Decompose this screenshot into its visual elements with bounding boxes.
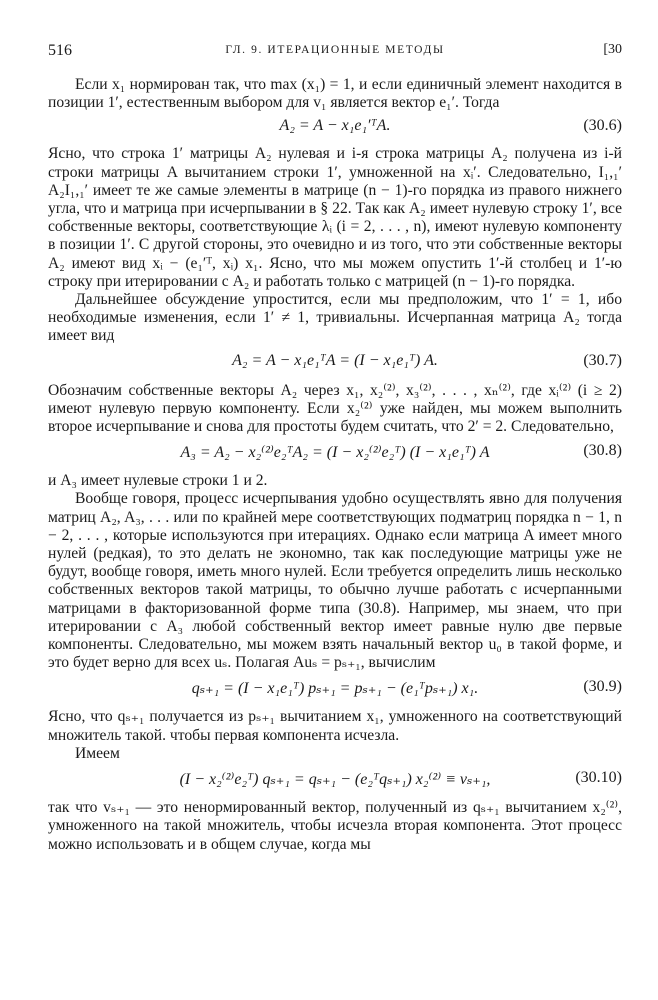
equation-formula: (I − x₂⁽²⁾e₂ᵀ) qₛ₊₁ = qₛ₊₁ − (e₂ᵀqₛ₊₁) x₂⁽²⁾ ≡ vₛ₊₁,	[179, 771, 491, 789]
paragraph-9: так что vₛ₊₁ — это ненормированный вектор, полученный из qₛ₊₁ вычитанием x₂⁽²⁾, умноженного на такой множитель, чтобы исчезла вторая компонента. Этот процесс можно использовать и в общем случае, когда мы	[48, 799, 622, 853]
equation-formula: qₛ₊₁ = (I − x₁e₁ᵀ) pₛ₊₁ = pₛ₊₁ − (e₁ᵀpₛ₊₁) x₁.	[191, 680, 479, 698]
paragraph-5: и A₃ имеет нулевые строки 1 и 2.	[48, 472, 268, 490]
equation-number: (30.9)	[583, 678, 622, 696]
paragraph-1: Если x₁ нормирован так, что max (x₁) = 1, и если единичный элемент находится в позиции 1′, естественным выбором для v₁ является вектор e₁′. Тогда	[48, 76, 622, 112]
equation-formula: A₂ = A − x₁e₁ᵀA = (I − x₁e₁ᵀ) A.	[232, 351, 438, 369]
equation-formula: A₃ = A₂ − x₂⁽²⁾e₂ᵀA₂ = (I − x₂⁽²⁾e₂ᵀ) (I − x₁e₁ᵀ) A	[180, 444, 490, 462]
paragraph-2: Ясно, что строка 1′ матрицы A₂ нулевая и i-я строка матрицы A₂ получена из i-й строки матрицы A вычитанием строки 1′, умноженной на xᵢ′. Следовательно, I₁,₁′ A₂I₁,₁′ имеет те же самые элементы в матрице (n − 1)-го порядка из правого нижнего угла, что и матрица при исчерпывании в § 22. Так как A₂ имеет нулевую строку 1′, все собственные векторы, соответствующие λᵢ (i = 2, . . . , n), имеют нулевую компоненту в позиции 1′. С другой стороны, это очевидно и из того, что эти собственные векторы A₂ имеют вид xᵢ − (e₁′ᵀ, xᵢ) x₁. Ясно, что мы можем опустить 1′-й столбец и 1′-ю строку при итерировании с A₂ и работать только с матрицей (n − 1)-го порядка.	[48, 145, 622, 290]
equation-number: (30.6)	[583, 117, 622, 135]
paragraph-3: Дальнейшее обсуждение упростится, если мы предположим, что 1′ = 1, ибо необходимые изменения, если 1′ ≠ 1, тривиальны. Исчерпанная матрица A₂ тогда имеет вид	[48, 291, 622, 345]
equation-30-9	[48, 676, 622, 700]
section-marker: [30	[603, 42, 622, 57]
paragraph-7: Ясно, что qₛ₊₁ получается из pₛ₊₁ вычитанием x₁, умноженного на соответствующий множитель такой. чтобы первая компонента исчезла.	[48, 708, 622, 744]
paragraph-6: Вообще говоря, процесс исчерпывания удобно осуществлять явно для получения матриц A₂, A₃, . . . или по крайней мере соответствующих подматриц порядка n − 1, n − 2, . . . , которые используются при итерациях. Однако если матрица A имеет много нулей (редкая), то это делать не экономно, так как последующие матрицы уже не будут, вообще говоря, иметь много нулей. Если требуется определить лишь несколько собственных векторов такой матрицы, то обычно лучше работать с исчерпанными матрицами в факторизованной форме типа (30.8). Например, мы знаем, что при итерировании с A₃ любой собственный вектор имеет равные нулю две первые компоненты. Следовательно, мы можем взять начальный вектор u₀ в такой форме, и это будет верно для всех uₛ. Полагая Auₛ = pₛ₊₁, вычислим	[48, 490, 622, 672]
equation-30-8	[48, 440, 622, 464]
page-number: 516	[48, 42, 72, 59]
equation-number: (30.7)	[583, 351, 622, 369]
equation-30-6	[48, 115, 622, 139]
page-header	[48, 42, 622, 62]
paragraph-8: Имеем	[75, 744, 120, 762]
running-head: ГЛ. 9. ИТЕРАЦИОННЫЕ МЕТОДЫ	[225, 44, 445, 56]
equation-formula: A₂ = A − x₁e₁′ᵀA.	[279, 117, 391, 135]
equation-number: (30.10)	[575, 769, 622, 787]
equation-30-10	[48, 767, 622, 791]
paragraph-4: Обозначим собственные векторы A₂ через x₁, x₂⁽²⁾, x₃⁽²⁾, . . . , xₙ⁽²⁾, где xᵢ⁽²⁾ (i ≥ 2) имеют нулевую первую компоненту. Если x₂⁽²⁾ уже найден, мы можем выполнить второе исчерпывание и снова для простоты будем считать, что 2′ = 2. Следовательно,	[48, 381, 622, 436]
equation-30-7	[48, 350, 622, 374]
equation-number: (30.8)	[583, 442, 622, 460]
page-body	[48, 76, 622, 854]
